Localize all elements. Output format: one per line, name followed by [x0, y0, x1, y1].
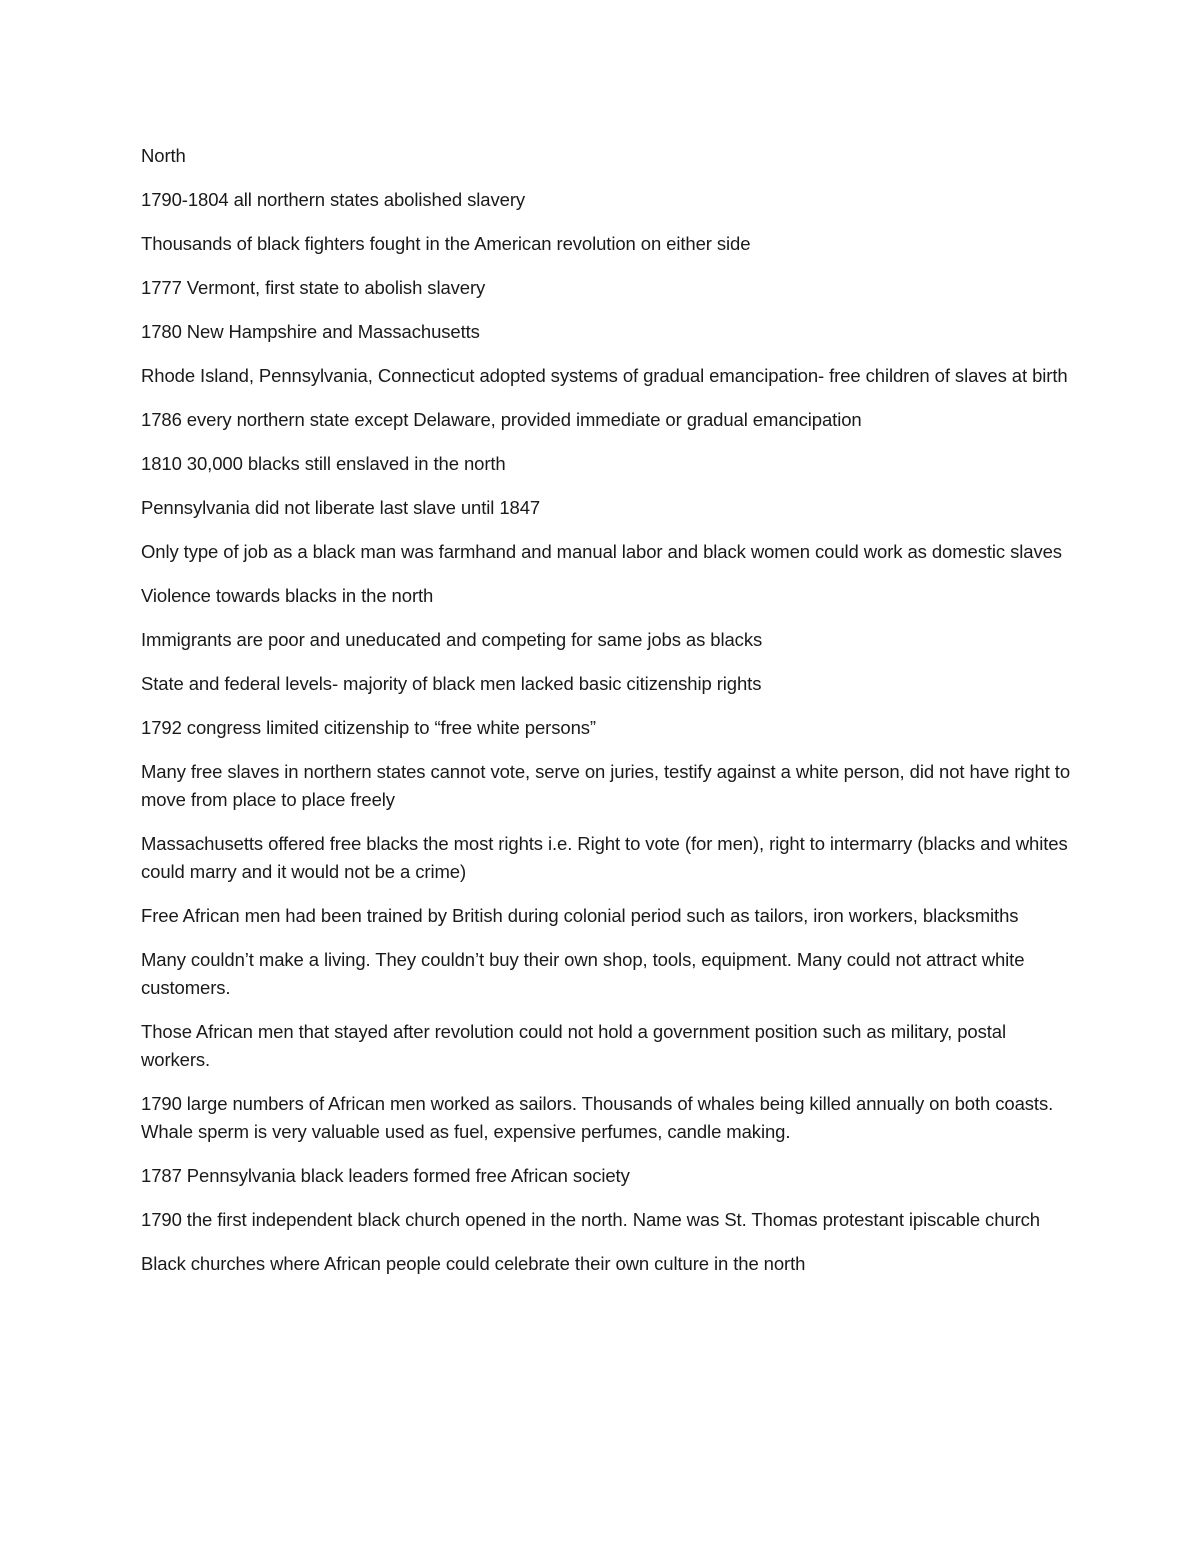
note-paragraph: State and federal levels- majority of black men lacked basic citizenship rights	[141, 673, 762, 694]
note-paragraph: Pennsylvania did not liberate last slave until 1847	[141, 497, 541, 518]
note-paragraph: 1790 the first independent black church opened in the north. Name was St. Thomas protestant ipiscable church	[141, 1209, 1040, 1230]
note-paragraph: 1810 30,000 blacks still enslaved in the north	[141, 453, 506, 474]
note-paragraph: Black churches where African people could celebrate their own culture in the north	[141, 1253, 806, 1274]
note-paragraph: 1787 Pennsylvania black leaders formed free African society	[141, 1165, 630, 1186]
note-paragraph: Thousands of black fighters fought in the American revolution on either side	[141, 233, 751, 254]
note-paragraph: Those African men that stayed after revolution could not hold a government position such as military, postal workers.	[141, 1021, 1006, 1070]
note-paragraph: 1786 every northern state except Delaware, provided immediate or gradual emancipation	[141, 409, 862, 430]
note-paragraph: 1790-1804 all northern states abolished slavery	[141, 189, 526, 210]
note-paragraph: 1780 New Hampshire and Massachusetts	[141, 321, 480, 342]
document-body	[141, 142, 1071, 1294]
note-paragraph: Massachusetts offered free blacks the most rights i.e. Right to vote (for men), right to intermarry (blacks and whites could marry and it would not be a crime)	[141, 833, 1068, 882]
note-paragraph: Only type of job as a black man was farmhand and manual labor and black women could work as domestic slaves	[141, 541, 1062, 562]
note-paragraph: Violence towards blacks in the north	[141, 585, 434, 606]
note-paragraph: 1792 congress limited citizenship to “free white persons”	[141, 717, 596, 738]
document-heading: North	[141, 145, 186, 166]
note-paragraph: Free African men had been trained by British during colonial period such as tailors, iron workers, blacksmiths	[141, 905, 1019, 926]
note-paragraph: Many couldn’t make a living. They couldn’t buy their own shop, tools, equipment. Many could not attract white customers.	[141, 949, 1025, 998]
note-paragraph: Immigrants are poor and uneducated and competing for same jobs as blacks	[141, 629, 763, 650]
note-paragraph: Rhode Island, Pennsylvania, Connecticut adopted systems of gradual emancipation- free children of slaves at birth	[141, 365, 1068, 386]
note-paragraph: 1790 large numbers of African men worked as sailors. Thousands of whales being killed annually on both coasts. Whale sperm is very valuable used as fuel, expensive perfumes, candle making.	[141, 1093, 1054, 1142]
note-paragraph: 1777 Vermont, first state to abolish slavery	[141, 277, 486, 298]
note-paragraph: Many free slaves in northern states cannot vote, serve on juries, testify against a white person, did not have right to move from place to place freely	[141, 761, 1071, 810]
